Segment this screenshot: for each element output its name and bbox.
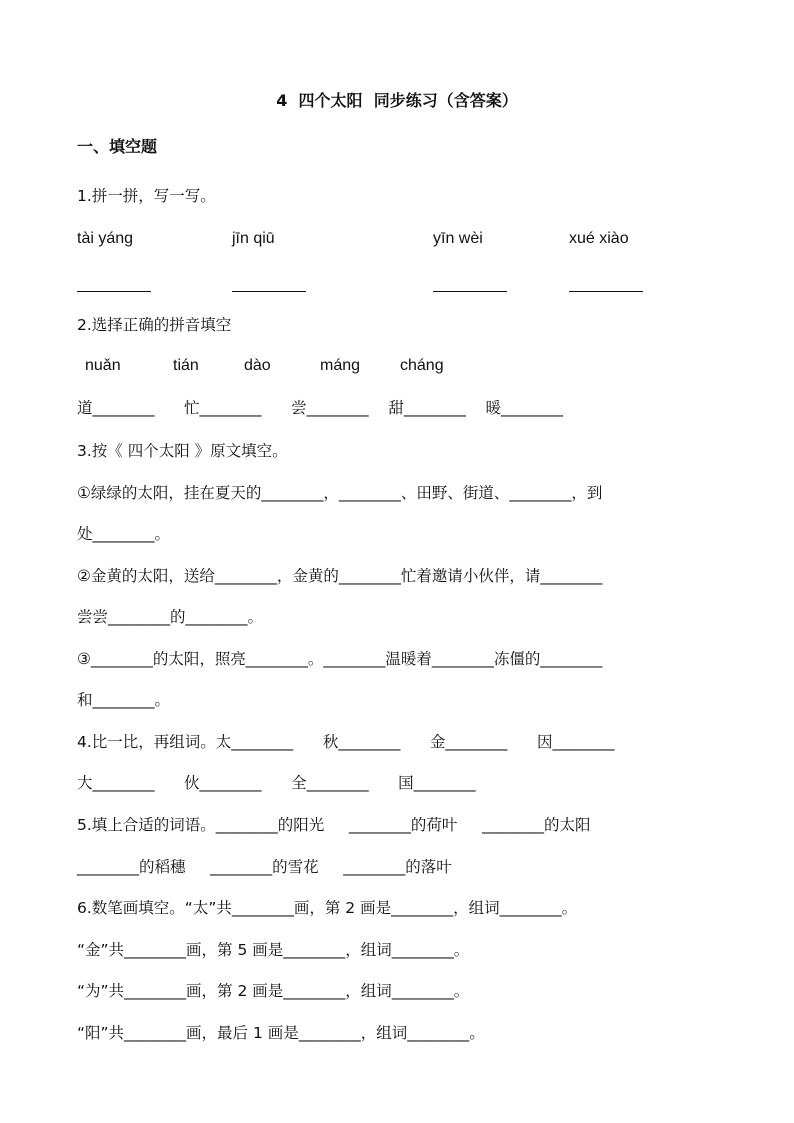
q1-answer-blank-2[interactable] [232, 291, 306, 292]
q1-pinyin-1: tài yáng [77, 230, 134, 247]
q1-prompt: 1.拼一拼，写一写。 [77, 187, 216, 205]
q2-prompt: 2.选择正确的拼音填空 [77, 316, 232, 334]
q2-chars-line: 道________ 忙________ 尝________ 甜________ 暖________ [77, 399, 564, 417]
q5-line-1: 5.填上合适的词语。________的阳光 ________的荷叶 ________的太阳 [77, 816, 591, 834]
q6-line-3: “为”共________画，第 2 画是________，组词________。 [77, 982, 470, 1000]
q6-line-2: “金”共________画，第 5 画是________，组词________。 [77, 941, 470, 959]
q6-line-4: “阳”共________画，最后 1 画是________，组词________。 [77, 1024, 485, 1042]
q4-line-1: 4.比一比，再组词。太________ 秋________ 金________ 因________ [77, 733, 615, 751]
q1-pinyin-4: xué xiào [569, 230, 629, 247]
q2-pinyin-4: máng [320, 357, 361, 374]
q2-pinyin-3: dào [244, 357, 271, 374]
q5-line-2: ________的稻穗 ________的雪花 ________的落叶 [77, 858, 452, 876]
section-heading: 一、填空题 [77, 137, 158, 156]
q1-pinyin-2: jīn qiū [232, 230, 275, 247]
q2-pinyin-5: cháng [400, 357, 444, 374]
q3-line-2: 处________。 [77, 525, 171, 543]
q1-pinyin-3: yīn wèi [433, 230, 483, 247]
q3-line-5: ③________的太阳，照亮________。________温暖着________冻僵的________ [77, 650, 603, 668]
q2-pinyin-2: tián [173, 357, 199, 374]
q1-answer-blank-1[interactable] [77, 291, 151, 292]
q1-answer-blank-3[interactable] [433, 291, 507, 292]
q3-line-6: 和________。 [77, 691, 171, 709]
q3-line-4: 尝尝________的________。 [77, 608, 264, 626]
q3-prompt: 3.按《 四个太阳 》原文填空。 [77, 442, 288, 460]
q1-answer-blank-4[interactable] [569, 291, 643, 292]
document-title: 4 四个太阳 同步练习（含答案） [276, 91, 518, 110]
q2-pinyin-1: nuǎn [85, 357, 121, 374]
q3-line-1: ①绿绿的太阳，挂在夏天的________，________、田野、街道、________，到 [77, 484, 603, 502]
q6-line-1: 6.数笔画填空。“太”共________画，第 2 画是________，组词________。 [77, 899, 578, 917]
q3-line-3: ②金黄的太阳，送给________，金黄的________忙着邀请小伙伴，请________ [77, 567, 603, 585]
q4-line-2: 大________ 伙________ 全________ 国________ [77, 774, 476, 792]
